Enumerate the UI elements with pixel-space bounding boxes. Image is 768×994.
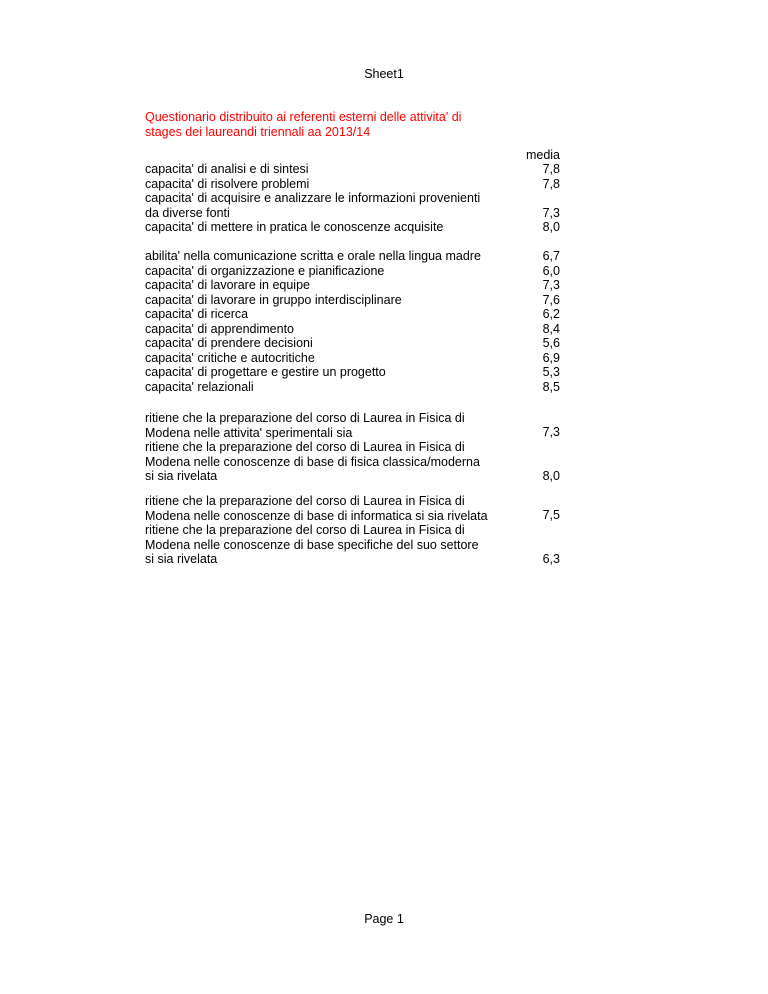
row-label-line: capacita' di lavorare in gruppo interdisciplinare (145, 293, 402, 307)
row-label-line: capacita' di apprendimento (145, 322, 295, 336)
row-value: 5,6 (542, 336, 560, 350)
row-value: 7,5 (542, 508, 560, 522)
row-value: 5,3 (542, 365, 560, 379)
row-label-line: Modena nelle conoscenze di base di informatica si sia rivelata (145, 508, 488, 523)
row-label-line: ritiene che la preparazione del corso di Laurea in Fisica di (145, 523, 465, 537)
row-label (145, 278, 510, 293)
row-label (145, 523, 510, 567)
row-value: 8,5 (542, 380, 560, 394)
row-label (145, 220, 510, 235)
page-footer: Page 1 (364, 912, 404, 926)
row-label (145, 336, 510, 351)
row-value: 7,8 (542, 162, 560, 176)
row-label-line: capacita' di lavorare in equipe (145, 278, 310, 292)
row-label-line: Modena nelle conoscenze di base di fisica classica/moderna (145, 454, 480, 469)
row-value: 8,0 (542, 220, 560, 234)
row-label (145, 293, 510, 308)
row-label-line: capacita' di ricerca (145, 307, 249, 321)
row-label-line: ritiene che la preparazione del corso di Laurea in Fisica di (145, 494, 465, 508)
row-label-line: capacita' di mettere in pratica le conoscenze acquisite (145, 220, 444, 234)
row-label (145, 494, 510, 523)
row-label (145, 351, 510, 366)
row-value: 7,6 (542, 293, 560, 307)
row-label (145, 365, 510, 380)
row-value: 7,8 (542, 177, 560, 191)
row-value: 6,9 (542, 351, 560, 365)
row-label-line: capacita' di risolvere problemi (145, 177, 310, 191)
row-value: 7,3 (542, 206, 560, 220)
row-value: 6,3 (542, 552, 560, 566)
row-label-line: capacita' di acquisire e analizzare le informazioni provenienti (145, 191, 481, 205)
row-label-line: si sia rivelata (145, 552, 218, 566)
row-label-line: si sia rivelata (145, 469, 218, 483)
row-value: 8,4 (542, 322, 560, 336)
row-label (145, 249, 510, 264)
heading-line: Questionario distribuito ai referenti esterni delle attivita' di (145, 110, 462, 124)
row-label-line: capacita' di prendere decisioni (145, 336, 313, 350)
row-label-line: capacita' di progettare e gestire un progetto (145, 365, 386, 379)
column-header-media: media (525, 148, 560, 162)
row-label-line: Modena nelle attivita' sperimentali sia (145, 425, 353, 440)
row-value: 6,7 (542, 249, 560, 263)
row-label-line: capacita' di analisi e di sintesi (145, 162, 309, 176)
row-label (145, 440, 510, 484)
row-value: 7,3 (542, 425, 560, 439)
row-value: 8,0 (542, 469, 560, 483)
heading-line: stages dei laureandi triennali aa 2013/14 (145, 124, 371, 139)
row-label-line: capacita' relazionali (145, 380, 254, 394)
row-label (145, 162, 510, 177)
sheet-title: Sheet1 (364, 67, 404, 81)
row-value: 7,3 (542, 278, 560, 292)
row-label-line: abilita' nella comunicazione scritta e orale nella lingua madre (145, 249, 481, 263)
row-label (145, 264, 510, 279)
row-value: 6,0 (542, 264, 560, 278)
row-label-line: capacita' di organizzazione e pianificazione (145, 264, 385, 278)
row-label (145, 322, 510, 337)
row-label (145, 307, 510, 322)
row-label-line: ritiene che la preparazione del corso di Laurea in Fisica di (145, 411, 465, 425)
row-label-line: capacita' critiche e autocritiche (145, 351, 315, 365)
row-label (145, 380, 510, 395)
row-label-line: Modena nelle conoscenze di base specifiche del suo settore (145, 537, 479, 552)
row-label (145, 411, 510, 440)
row-label (145, 191, 510, 220)
row-value: 6,2 (542, 307, 560, 321)
questionnaire-heading (145, 110, 505, 139)
row-label-line: da diverse fonti (145, 205, 230, 220)
row-label (145, 177, 510, 192)
row-label-line: ritiene che la preparazione del corso di Laurea in Fisica di (145, 440, 465, 454)
